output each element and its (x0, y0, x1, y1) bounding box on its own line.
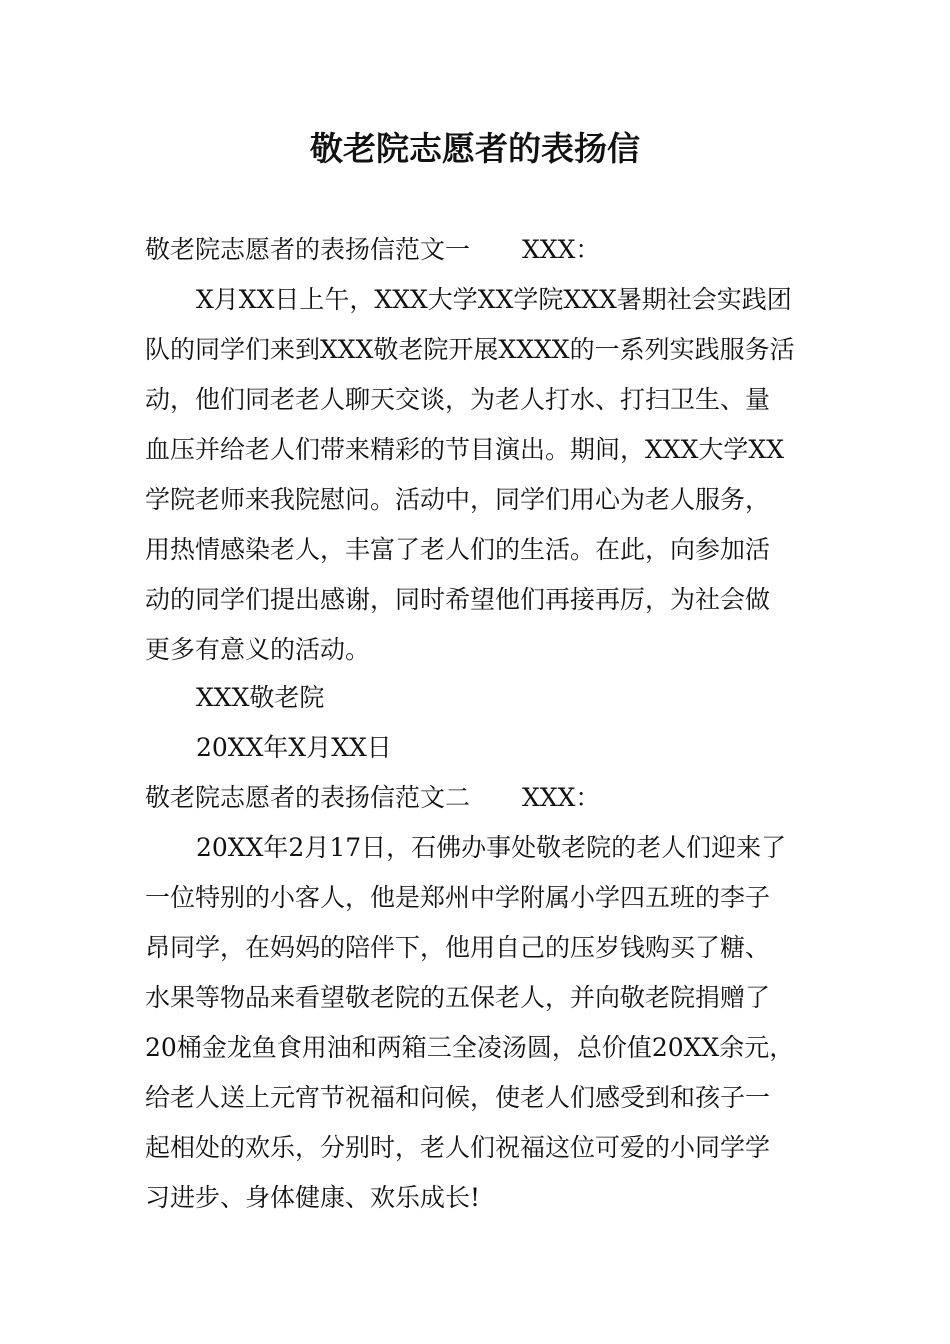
paragraph-line: 昂同学，在妈妈的陪伴下，他用自己的压岁钱购买了糖、 (145, 933, 771, 962)
salutation-2: XXX： (522, 783, 601, 812)
paragraph-line: 一位特别的小客人，他是郑州中学附属小学四五班的李子 (145, 883, 771, 912)
signature-date: 20XX年X月XX日 (196, 733, 392, 762)
paragraph-line: X月XX日上午，XXX大学XX学院XXX暑期社会实践团 (196, 285, 792, 314)
section-heading-1 (145, 232, 815, 268)
paragraph-line: 水果等物品来看望敬老院的五保老人，并向敬老院捐赠了 (145, 983, 771, 1012)
paragraph-line: 队的同学们来到XXX敬老院开展XXXX的一系列实践服务活 (145, 335, 795, 364)
paragraph-line: 动的同学们提出感谢，同时希望他们再接再厉，为社会做 (145, 585, 771, 614)
paragraph-line: 更多有意义的活动。 (145, 635, 371, 664)
paragraph-line: 给老人送上元宵节祝福和问候，使老人们感受到和孩子一 (145, 1083, 771, 1112)
paragraph-line: 20桶金龙鱼食用油和两箱三全凌汤圆，总价值20XX余元， (145, 1033, 795, 1062)
signature-org: XXX敬老院 (196, 683, 325, 712)
paragraph-line: 学院老师来我院慰问。活动中，同学们用心为老人服务， (145, 485, 771, 514)
paragraph-line: 起相处的欢乐，分别时，老人们祝福这位可爱的小同学学 (145, 1133, 771, 1162)
paragraph-line: 20XX年2月17日，石佛办事处敬老院的老人们迎来了 (196, 833, 787, 862)
salutation-1: XXX： (522, 235, 601, 264)
section-heading-2 (145, 780, 815, 816)
document-title: 敬老院志愿者的表扬信 (310, 129, 640, 168)
paragraph-line: 动，他们同老老人聊天交谈，为老人打水、打扫卫生、量 (145, 385, 771, 414)
paragraph-line: 血压并给老人们带来精彩的节目演出。期间，XXX大学XX (145, 435, 784, 464)
paragraph-line: 用热情感染老人，丰富了老人们的生活。在此，向参加活 (145, 535, 771, 564)
section-heading-2-text: 敬老院志愿者的表扬信范文二 (145, 783, 471, 812)
paragraph-line: 习进步、身体健康、欢乐成长! (145, 1183, 481, 1212)
section-heading-1-text: 敬老院志愿者的表扬信范文一 (145, 235, 471, 264)
